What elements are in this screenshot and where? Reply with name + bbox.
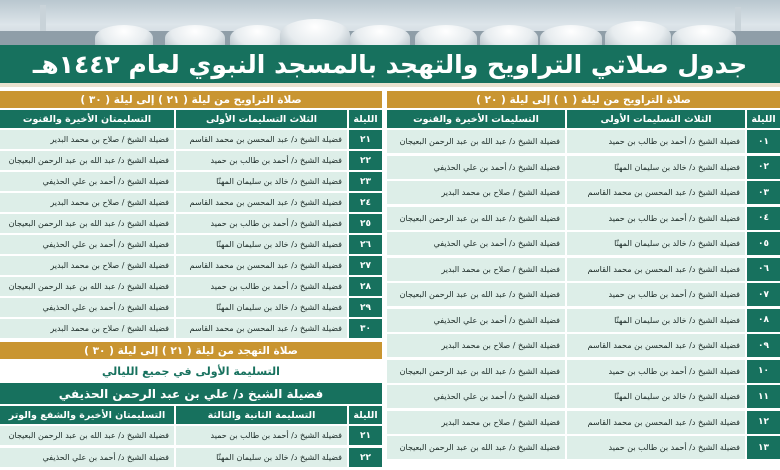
dome bbox=[350, 25, 410, 45]
left-table-header: صلاة التراويح من ليلة ( ٢١ ) إلى ليلة ( ٣٠ ) bbox=[0, 91, 382, 108]
imam-first: فضيلة الشيخ د/ أحمد بن طالب بن حميد bbox=[567, 207, 745, 230]
tahajjud-first-note: التسليمة الأولى في جميع الليالي bbox=[0, 361, 382, 381]
imam-last: فضيلة الشيخ د/ عبد الله بن عبد الرحمن البعيجان bbox=[387, 360, 565, 383]
imam-first: فضيلة الشيخ د/ عبد المحسن بن محمد القاسم bbox=[176, 130, 347, 149]
night-number: ١٣ bbox=[747, 436, 780, 459]
tahajjud-col-last: التسليمتان الأخيرة والشفع والوتر bbox=[0, 406, 174, 424]
night-number: ٢٢ bbox=[349, 448, 382, 467]
imam-first: فضيلة الشيخ د/ عبد المحسن بن محمد القاسم bbox=[176, 319, 347, 338]
imam-last: فضيلة الشيخ د/ أحمد بن علي الحذيفي bbox=[0, 298, 174, 317]
imam-first: فضيلة الشيخ د/ عبد المحسن بن محمد القاسم bbox=[567, 258, 745, 281]
dome bbox=[280, 19, 350, 45]
imam-last: فضيلة الشيخ د/ أحمد بن علي الحذيفي bbox=[387, 385, 565, 408]
night-number: ٠٢ bbox=[747, 156, 780, 179]
night-number: ١٢ bbox=[747, 411, 780, 434]
imam-last: فضيلة الشيخ د/ عبد الله بن عبد الرحمن البعيجان bbox=[387, 283, 565, 306]
imam-last: فضيلة الشيخ د/ عبد الله بن عبد الرحمن البعيجان bbox=[0, 151, 174, 170]
imam-first: فضيلة الشيخ د/ عبد المحسن بن محمد القاسم bbox=[176, 256, 347, 275]
imam-last: فضيلة الشيخ د/ أحمد بن علي الحذيفي bbox=[0, 235, 174, 254]
imam-first: فضيلة الشيخ د/ خالد بن سليمان المهنّا bbox=[176, 172, 347, 191]
imam-first: فضيلة الشيخ د/ عبد المحسن بن محمد القاسم bbox=[567, 411, 745, 434]
imam-last: فضيلة الشيخ د/ عبد الله بن عبد الرحمن البعيجان bbox=[387, 436, 565, 459]
imam-first: فضيلة الشيخ د/ أحمد بن طالب بن حميد bbox=[176, 214, 347, 233]
night-number: ٠٣ bbox=[747, 181, 780, 204]
night-number: ١١ bbox=[747, 385, 780, 408]
night-number: ٢١ bbox=[349, 130, 382, 149]
imam-last: فضيلة الشيخ / صلاح بن محمد البدير bbox=[387, 258, 565, 281]
left-col-night: الليلة bbox=[349, 110, 382, 128]
tahajjud-col-night: الليلة bbox=[349, 406, 382, 424]
imam-last: فضيلة الشيخ / صلاح بن محمد البدير bbox=[0, 256, 174, 275]
night-number: ٠٩ bbox=[747, 334, 780, 357]
right-col-first: الثلاث التسليمات الأولى bbox=[567, 110, 745, 128]
left-col-last: التسليمتان الأخيرة والقنوت bbox=[0, 110, 174, 128]
imam-first: فضيلة الشيخ د/ عبد المحسن بن محمد القاسم bbox=[567, 334, 745, 357]
imam-first: فضيلة الشيخ د/ عبد المحسن بن محمد القاسم bbox=[176, 193, 347, 212]
page-title: جدول صلاتي التراويح والتهجد بالمسجد النبوي لعام ١٤٤٢هـ bbox=[0, 45, 780, 83]
imam-last: فضيلة الشيخ د/ أحمد بن علي الحذيفي bbox=[0, 448, 174, 467]
dome bbox=[415, 25, 477, 45]
imam-first: فضيلة الشيخ د/ خالد بن سليمان المهنّا bbox=[567, 309, 745, 332]
imam-last: فضيلة الشيخ / صلاح بن محمد البدير bbox=[387, 334, 565, 357]
imam-first: فضيلة الشيخ د/ أحمد بن طالب بن حميد bbox=[567, 360, 745, 383]
right-table-header: صلاة التراويح من ليلة ( ١ ) إلى ليلة ( ٢٠ ) bbox=[387, 91, 780, 108]
dome bbox=[165, 25, 225, 45]
imam-second: فضيلة الشيخ د/ خالد بن سليمان المهنّا bbox=[176, 448, 347, 467]
night-number: ٢١ bbox=[349, 426, 382, 445]
dome bbox=[540, 25, 602, 45]
dome bbox=[672, 25, 736, 45]
night-number: ٢٥ bbox=[349, 214, 382, 233]
right-col-last: التسليمات الأخيرة والقنوت bbox=[387, 110, 565, 128]
night-number: ٢٢ bbox=[349, 151, 382, 170]
imam-last: فضيلة الشيخ د/ عبد الله بن عبد الرحمن البعيجان bbox=[0, 277, 174, 296]
imam-first: فضيلة الشيخ د/ أحمد بن طالب بن حميد bbox=[176, 277, 347, 296]
imam-first: فضيلة الشيخ د/ أحمد بن طالب بن حميد bbox=[567, 130, 745, 153]
night-number: ٢٧ bbox=[349, 256, 382, 275]
imam-last: فضيلة الشيخ د/ عبد الله بن عبد الرحمن البعيجان bbox=[0, 214, 174, 233]
night-number: ٠٥ bbox=[747, 232, 780, 255]
night-number: ١٠ bbox=[747, 360, 780, 383]
mosque-domes-photo bbox=[0, 0, 780, 45]
imam-last: فضيلة الشيخ د/ عبد الله بن عبد الرحمن البعيجان bbox=[387, 130, 565, 153]
night-number: ٢٨ bbox=[349, 277, 382, 296]
imam-first: فضيلة الشيخ د/ خالد بن سليمان المهنّا bbox=[567, 385, 745, 408]
imam-last: فضيلة الشيخ / صلاح بن محمد البدير bbox=[0, 130, 174, 149]
imam-last: فضيلة الشيخ د/ أحمد بن علي الحذيفي bbox=[0, 172, 174, 191]
tahajjud-header: صلاة التهجد من ليلة ( ٢١ ) إلى ليلة ( ٣٠ ) bbox=[0, 342, 382, 359]
right-col-night: الليلة bbox=[747, 110, 780, 128]
imam-last: فضيلة الشيخ / صلاح بن محمد البدير bbox=[0, 319, 174, 338]
night-number: ٣٠ bbox=[349, 319, 382, 338]
imam-first: فضيلة الشيخ د/ عبد المحسن بن محمد القاسم bbox=[567, 181, 745, 204]
imam-first: فضيلة الشيخ د/ أحمد بن طالب بن حميد bbox=[176, 151, 347, 170]
imam-last: فضيلة الشيخ / صلاح بن محمد البدير bbox=[387, 181, 565, 204]
imam-first: فضيلة الشيخ د/ أحمد بن طالب بن حميد bbox=[567, 436, 745, 459]
dome bbox=[605, 21, 671, 45]
imam-last: فضيلة الشيخ / صلاح بن محمد البدير bbox=[0, 193, 174, 212]
night-number: ٢٩ bbox=[349, 298, 382, 317]
night-number: ٠٤ bbox=[747, 207, 780, 230]
night-number: ٠١ bbox=[747, 130, 780, 153]
night-number: ٠٦ bbox=[747, 258, 780, 281]
imam-second: فضيلة الشيخ د/ أحمد بن طالب بن حميد bbox=[176, 426, 347, 445]
tahajjud-col-second: التسليمة الثانية والثالثة bbox=[176, 406, 347, 424]
imam-first: فضيلة الشيخ د/ خالد بن سليمان المهنّا bbox=[176, 298, 347, 317]
night-number: ٠٧ bbox=[747, 283, 780, 306]
imam-first: فضيلة الشيخ د/ خالد بن سليمان المهنّا bbox=[567, 156, 745, 179]
imam-first: فضيلة الشيخ د/ أحمد بن طالب بن حميد bbox=[567, 283, 745, 306]
imam-last: فضيلة الشيخ د/ عبد الله بن عبد الرحمن البعيجان bbox=[0, 426, 174, 445]
imam-last: فضيلة الشيخ د/ عبد الله بن عبد الرحمن البعيجان bbox=[387, 207, 565, 230]
left-col-first: الثلاث التسليمات الأولى bbox=[176, 110, 347, 128]
night-number: ٢٤ bbox=[349, 193, 382, 212]
night-number: ٢٦ bbox=[349, 235, 382, 254]
imam-first: فضيلة الشيخ د/ خالد بن سليمان المهنّا bbox=[176, 235, 347, 254]
tahajjud-first-imam: فضيلة الشيخ د/ علي بن عبد الرحمن الحذيفي bbox=[0, 383, 382, 404]
dome bbox=[230, 25, 285, 45]
imam-first: فضيلة الشيخ د/ خالد بن سليمان المهنّا bbox=[567, 232, 745, 255]
dome bbox=[95, 25, 153, 45]
night-number: ٢٣ bbox=[349, 172, 382, 191]
dome bbox=[480, 25, 538, 45]
imam-last: فضيلة الشيخ د/ أحمد بن علي الحذيفي bbox=[387, 232, 565, 255]
divider bbox=[0, 83, 780, 87]
imam-last: فضيلة الشيخ د/ أحمد بن علي الحذيفي bbox=[387, 309, 565, 332]
imam-last: فضيلة الشيخ / صلاح بن محمد البدير bbox=[387, 411, 565, 434]
imam-last: فضيلة الشيخ د/ أحمد بن علي الحذيفي bbox=[387, 156, 565, 179]
night-number: ٠٨ bbox=[747, 309, 780, 332]
